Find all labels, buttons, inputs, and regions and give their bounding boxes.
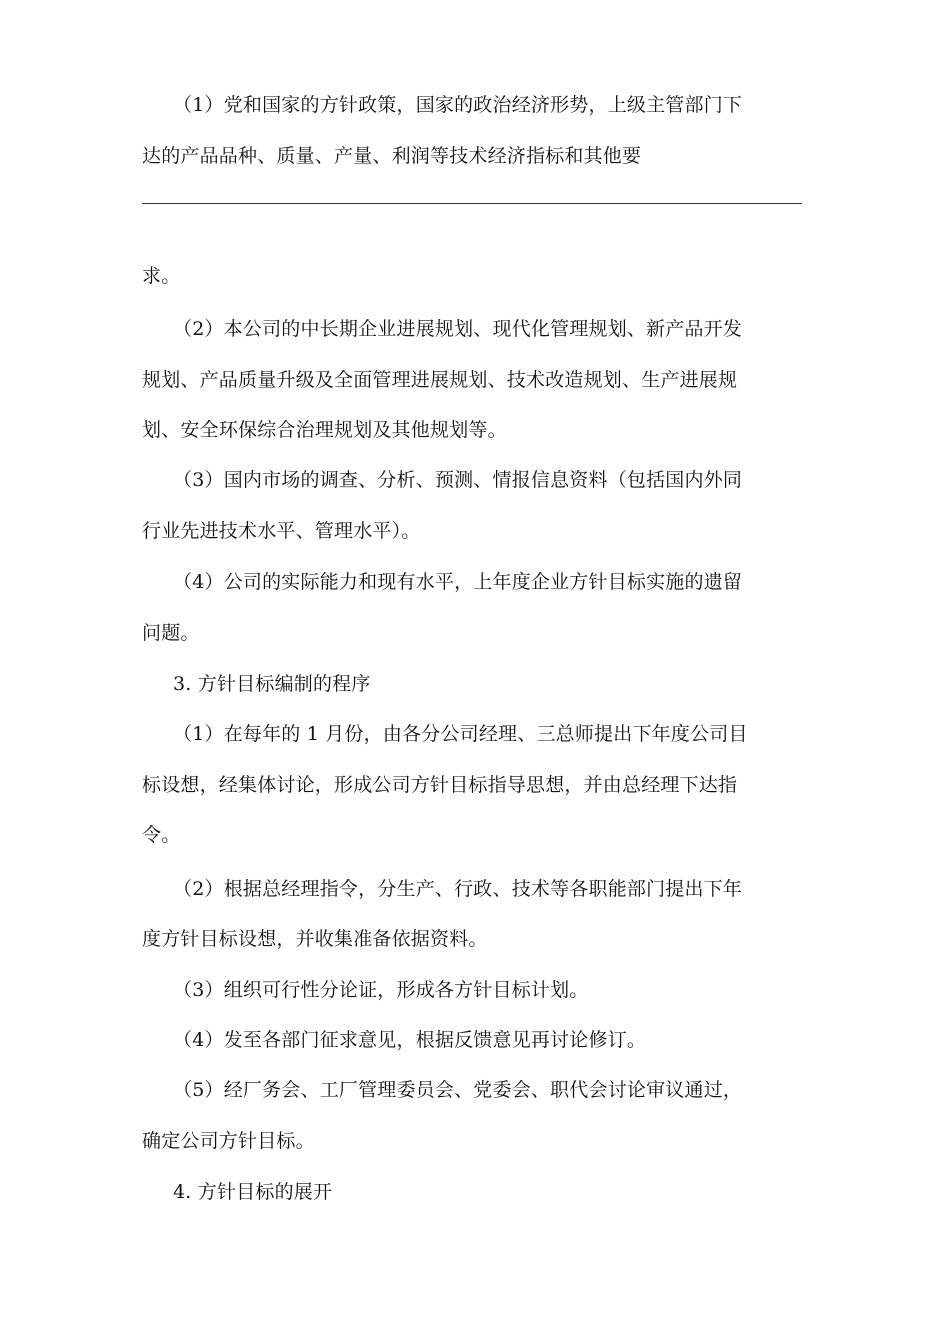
paragraph-line: （2）根据总经理指令，分生产、行政、技术等各职能部门提出下年 xyxy=(173,878,743,900)
paragraph-line: 达的产品品种、质量、产量、利润等技术经济指标和其他要 xyxy=(142,145,642,167)
horizontal-rule xyxy=(142,203,802,204)
section-heading: 4. 方针目标的展开 xyxy=(173,1181,333,1203)
paragraph-line: 标设想，经集体讨论，形成公司方针目标指导思想，并由总经理下达指 xyxy=(142,774,738,796)
paragraph-line: （1）在每年的 1 月份，由各分公司经理、三总师提出下年度公司目 xyxy=(173,723,748,745)
paragraph-line: 划、安全环保综合治理规划及其他规划等。 xyxy=(142,419,507,441)
paragraph-line: 度方针目标设想，并收集准备依据资料。 xyxy=(142,928,488,950)
paragraph-line: （3）国内市场的调查、分析、预测、情报信息资料（包括国内外同 xyxy=(173,469,743,491)
paragraph-line: （3）组织可行性分论证，形成各方针目标计划。 xyxy=(173,979,589,1001)
paragraph-line: （4）发至各部门征求意见，根据反馈意见再讨论修订。 xyxy=(173,1029,647,1051)
paragraph-line: （5）经厂务会、工厂管理委员会、党委会、职代会讨论审议通过， xyxy=(173,1079,743,1101)
paragraph-line: 求。 xyxy=(142,265,181,287)
paragraph-line: 确定公司方针目标。 xyxy=(142,1130,315,1152)
paragraph-line: （1）党和国家的方针政策，国家的政治经济形势，上级主管部门下 xyxy=(173,94,743,116)
paragraph-line: 行业先进技术水平、管理水平）。 xyxy=(142,520,421,542)
paragraph-line: 令。 xyxy=(142,824,181,846)
paragraph-line: 规划、产品质量升级及全面管理进展规划、技术改造规划、生产进展规 xyxy=(142,369,738,391)
paragraph-line: （2）本公司的中长期企业进展规划、现代化管理规划、新产品开发 xyxy=(173,318,743,340)
paragraph-line: 问题。 xyxy=(142,622,200,644)
paragraph-line: （4）公司的实际能力和现有水平，上年度企业方针目标实施的遗留 xyxy=(173,571,743,593)
section-heading: 3. 方针目标编制的程序 xyxy=(173,673,371,695)
